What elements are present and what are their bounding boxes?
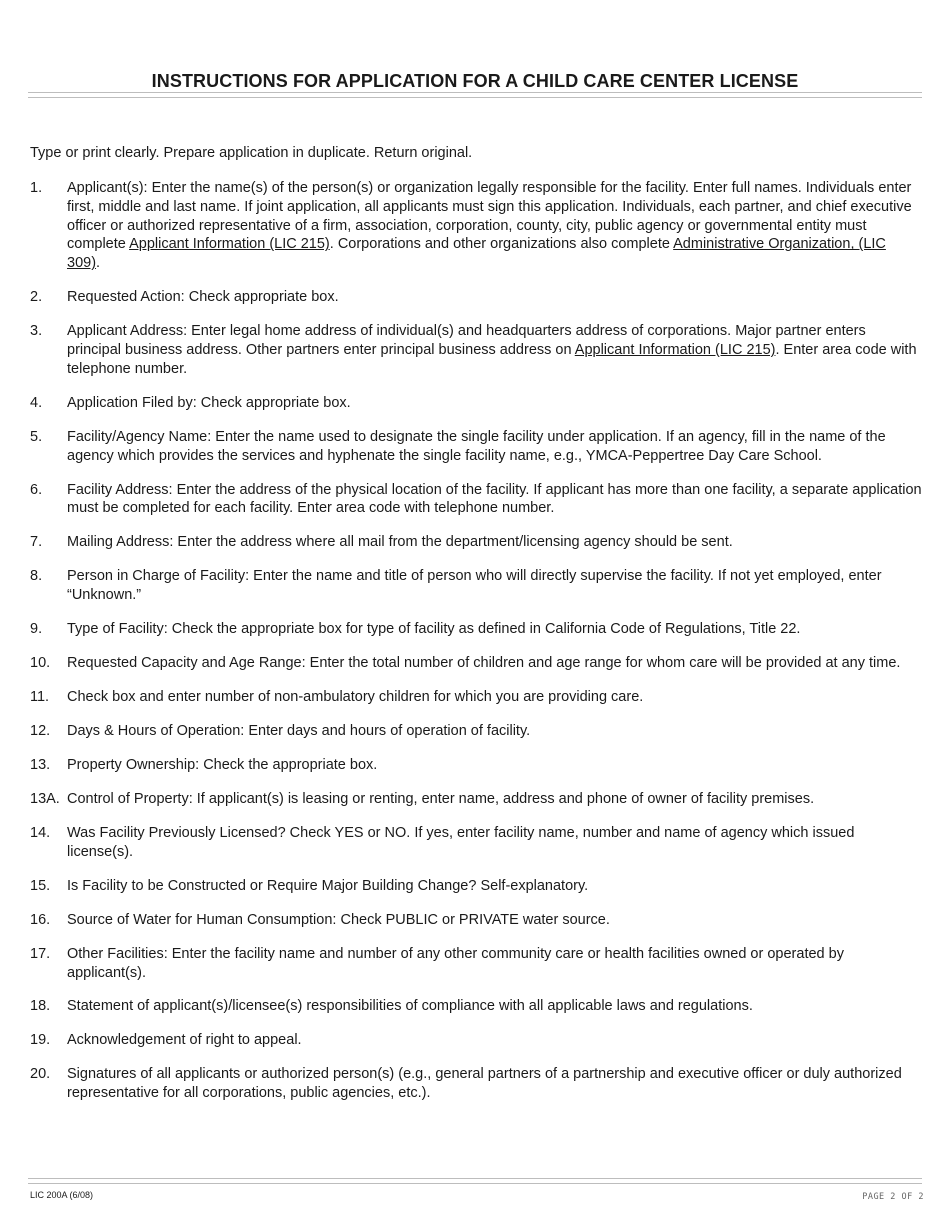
item-text: Acknowledgement of right to appeal. [67, 1032, 302, 1049]
intro-text: Type or print clearly. Prepare application in duplicate. Return original. [30, 145, 473, 161]
list-item [30, 911, 922, 930]
item-number: 13. [30, 756, 51, 773]
item-number: 19. [30, 1032, 51, 1049]
item-text: Days & Hours of Operation: Enter days and hours of operation of facility. [67, 723, 531, 739]
form-id: LIC 200A (6/08) [30, 1190, 94, 1200]
item-text: Type of Facility: Check the appropriate box for type of facility as defined in California Code of Regulations, Title 22. [67, 621, 801, 638]
page-title: INSTRUCTIONS FOR APPLICATION FOR A CHILD CARE CENTER LICENSE [151, 71, 799, 91]
item-number: 16. [30, 911, 51, 928]
list-item [30, 1065, 922, 1103]
item-number: 13A. [30, 790, 60, 807]
item-number: 12. [30, 723, 51, 739]
item-number: 3. [30, 323, 43, 340]
item-text: Facility Address: Enter the address of the physical location of the facility. If applicant has more than one facility, a separate application must be completed for each facility. Enter area code with telephone number. [67, 481, 922, 517]
item-text: Applicant Address: Enter legal home address of individual(s) and headquarters address of corporations. Major partner enters principal business address. Other partners enter principal business address on Applicant Information (LIC 215). Enter area code with telephone number. [67, 323, 917, 377]
item-number: 10. [30, 655, 51, 672]
item-text: Application Filed by: Check appropriate box. [67, 394, 351, 411]
lic-215-reference: Applicant Information (LIC 215) [129, 236, 330, 253]
list-item [30, 997, 922, 1016]
item-number: 2. [30, 289, 43, 306]
item-number: 1. [30, 180, 43, 196]
item-text: Control of Property: If applicant(s) is leasing or renting, enter name, address and phone of owner of facility premises. [67, 790, 815, 807]
item-number: 9. [30, 621, 43, 638]
list-item [30, 1031, 922, 1050]
list-item [30, 945, 922, 983]
lic-309-reference: Administrative Organization, (LIC 309) [67, 236, 886, 272]
list-item [30, 428, 922, 466]
list-item [30, 654, 922, 673]
item-number: 14. [30, 824, 51, 841]
item-text: Person in Charge of Facility: Enter the name and title of person who will directly supervise the facility. If not yet employed, enter “Unknown.” [67, 568, 882, 604]
list-item [30, 481, 922, 519]
instructions-list [30, 179, 922, 1118]
list-item [30, 394, 922, 413]
item-number: 8. [30, 568, 43, 585]
item-number: 7. [30, 534, 43, 551]
item-text: Applicant(s): Enter the name(s) of the person(s) or organization legally responsible for the facility. Enter full names. Individuals enter first, middle and last name. If joint application, all applicants must sign this application. Individuals, each partner, and chief executive officer or authorized representative of a firm, association, corporation, county, city, public agency or governmental entity must complete Applicant Information (LIC 215). Corporations and other organizations also complete Administrative Organization, (LIC 309). [67, 180, 912, 272]
item-number: 4. [30, 394, 43, 411]
item-text: Statement of applicant(s)/licensee(s) responsibilities of compliance with all applicable laws and regulations. [67, 998, 753, 1015]
item-number: 15. [30, 877, 51, 894]
list-item [30, 790, 922, 809]
item-text: Is Facility to be Constructed or Require Major Building Change? Self-explanatory. [67, 877, 589, 894]
lic-215-reference: Applicant Information (LIC 215) [574, 341, 776, 358]
list-item [30, 756, 922, 775]
item-text: Mailing Address: Enter the address where all mail from the department/licensing agency should be sent. [67, 534, 733, 551]
item-text: Property Ownership: Check the appropriate box. [67, 756, 378, 773]
item-text: Other Facilities: Enter the facility name and number of any other community care or health facilities owned or operated by applicant(s). [67, 945, 844, 981]
item-text: Source of Water for Human Consumption: Check PUBLIC or PRIVATE water source. [67, 911, 610, 928]
list-item [30, 688, 922, 707]
top-divider [28, 92, 922, 98]
item-number: 18. [30, 998, 51, 1015]
list-item [30, 179, 922, 273]
list-item [30, 877, 922, 896]
item-text: Facility/Agency Name: Enter the name used to designate the single facility under application. If an agency, fill in the name of the agency which provides the services and hyphenate the single facility name, e.g., YMCA-Peppertree Day Care School. [67, 428, 886, 464]
item-number: 20. [30, 1066, 51, 1083]
item-text: Requested Action: Check appropriate box. [67, 289, 339, 306]
item-text: Was Facility Previously Licensed? Check YES or NO. If yes, enter facility name, number and name of agency which issued license(s). [67, 824, 855, 860]
list-item [30, 322, 922, 378]
item-text: Signatures of all applicants or authorized person(s) (e.g., general partners of a partnership and executive officer or duly authorized representative for all corporations, public agencies, etc.). [67, 1066, 902, 1102]
item-number: 17. [30, 945, 51, 962]
list-item [30, 824, 922, 862]
item-number: 5. [30, 428, 43, 445]
list-item [30, 722, 922, 741]
bottom-divider [28, 1178, 922, 1184]
item-number: 6. [30, 481, 43, 498]
list-item [30, 567, 922, 605]
list-item [30, 288, 922, 307]
item-number: 11. [30, 689, 50, 706]
list-item [30, 620, 922, 639]
page-number: PAGE 2 OF 2 [862, 1192, 924, 1202]
item-text: Requested Capacity and Age Range: Enter the total number of children and age range for whom care will be provided at any time. [67, 655, 901, 672]
list-item [30, 533, 922, 552]
item-text: Check box and enter number of non-ambulatory children for which you are providing care. [67, 689, 644, 706]
